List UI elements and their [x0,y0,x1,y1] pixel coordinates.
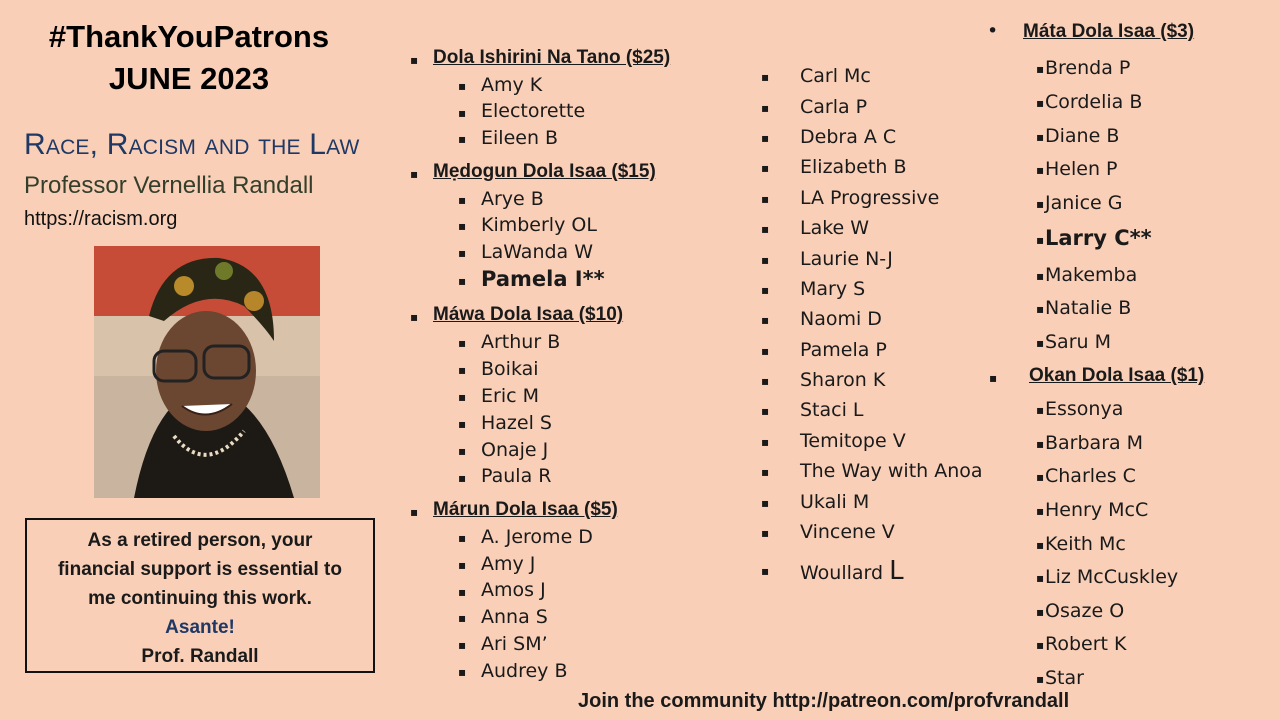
patron-name: Amy K [481,74,543,96]
tier-bullet: ▪ [989,371,998,385]
portrait-illustration [94,246,320,498]
patron-bullet: ▪ [761,283,770,297]
patron-name: Ukali M [800,491,870,513]
patron-name: Natalie B [1045,297,1132,319]
patron-bullet: ▪ [761,70,770,84]
patron-bullet: ▪ [458,444,467,458]
tier-bullet: ▪ [410,53,419,67]
patron-initial-large: L [889,556,904,586]
tier-15-heading: Mẹdogun Dola Isaa ($15) [433,161,656,182]
patron-bullet: ▪ [1036,197,1045,211]
patron-name: Eileen B [481,127,559,149]
patron-bullet: ▪ [761,344,770,358]
patron-name: Carla P [800,96,868,118]
patron-bullet: ▪ [761,222,770,236]
patron-bullet: ▪ [761,404,770,418]
patron-bullet: ▪ [458,79,467,93]
patron-name: Paula R [481,465,552,487]
patron-bullet: ▪ [1036,638,1045,652]
tier-bullet: • [987,20,999,42]
patron-bullet: ▪ [1036,571,1045,585]
patron-bullet: ▪ [1036,163,1045,177]
patron-bullet: ▪ [1036,605,1045,619]
patron-name: Temitope V [800,430,906,452]
portrait-photo [94,246,320,498]
patron-name: Laurie N-J [800,248,893,270]
patron-bullet: ▪ [1036,62,1045,76]
note-thanks: Asante! [165,617,235,638]
patron-name: The Way with Anoa [800,460,983,482]
patron-name: Kimberly OL [481,214,597,236]
patron-bullet: ▪ [761,131,770,145]
patron-name: LA Progressive [800,187,940,209]
tier-1-heading: Okan Dola Isaa ($1) [1029,365,1205,386]
patron-bullet: ▪ [1036,470,1045,484]
patron-bullet: ▪ [1036,336,1045,350]
patron-name: Essonya [1045,398,1124,420]
patron-bullet: ▪ [761,161,770,175]
patron-name: Hazel S [481,412,552,434]
patron-name: Diane B [1045,125,1120,147]
hashtag-title: #ThankYouPatrons [48,19,330,54]
patron-bullet: ▪ [761,101,770,115]
patron-bullet: ▪ [458,390,467,404]
patron-bullet: ▪ [761,374,770,388]
patron-name: Helen P [1045,158,1118,180]
patron-bullet: ▪ [458,638,467,652]
patron-name: Vincene V [800,521,895,543]
patron-name: Sharon K [800,369,886,391]
patron-name: Cordelia B [1045,91,1143,113]
patron-bullet: ▪ [458,471,467,485]
month-title: JUNE 2023 [108,61,270,96]
join-community-link[interactable]: Join the community http://patreon.com/profvrandall [578,690,1070,712]
patron-name-part: Woullard [800,562,890,584]
note-line-3: me continuing this work. [88,588,312,609]
patron-name: Lake W [800,217,870,239]
patron-bullet: ▪ [1036,130,1045,144]
patron-name: Onaje J [481,439,549,461]
patron-name: Arthur B [481,331,561,353]
patron-name: Mary S [800,278,866,300]
patron-name: Boikai [481,358,539,380]
patron-bullet: ▪ [458,558,467,572]
patron-name: Makemba [1045,264,1138,286]
patron-bullet: ▪ [1036,96,1045,110]
tier-bullet: ▪ [410,310,419,324]
patron-name: Charles C [1045,465,1136,487]
note-line-1: As a retired person, your [87,530,313,551]
patron-bullet: ▪ [458,611,467,625]
patron-bullet: ▪ [1036,269,1045,283]
patron-name: Electorette [481,100,586,122]
patron-name: Staci L [800,399,864,421]
tier-3-heading: Máta Dola Isaa ($3) [1023,21,1195,42]
tier-bullet: ▪ [410,505,419,519]
patron-name: Arye B [481,188,544,210]
patron-bullet: ▪ [458,132,467,146]
patron-bullet: ▪ [1036,672,1045,686]
patron-name: Henry McC [1045,499,1149,521]
tier-25-heading: Dola Ishirini Na Tano ($25) [433,47,671,68]
patron-name: Janice G [1045,192,1123,214]
patron-name: Audrey B [481,660,568,682]
patron-name: Amos J [481,579,546,601]
patron-name: Ari SM’ [481,633,548,655]
patron-bullet: ▪ [761,253,770,267]
patron-bullet: ▪ [761,496,770,510]
patron-name: Liz McCuskley [1045,566,1179,588]
patron-bullet: ▪ [458,417,467,431]
patron-bullet: ▪ [458,193,467,207]
patron-bullet: ▪ [761,313,770,327]
patron-name: A. Jerome D [481,526,593,548]
patron-name: Carl Mc [800,65,871,87]
patron-bullet: ▪ [1036,233,1045,247]
patron-name: Osaze O [1045,600,1125,622]
patron-bullet: ▪ [761,192,770,206]
patron-name: Saru M [1045,331,1111,353]
patron-name: Naomi D [800,308,882,330]
note-signature: Prof. Randall [141,646,259,667]
patron-name [800,556,904,586]
patron-name: Anna S [481,606,548,628]
patron-bullet: ▪ [1036,437,1045,451]
patron-bullet: ▪ [458,274,467,288]
patron-name: Barbara M [1045,432,1144,454]
patron-name: Amy J [481,553,536,575]
patron-bullet: ▪ [761,465,770,479]
patron-bullet: ▪ [761,564,770,578]
patron-name: Star [1045,667,1084,689]
patron-name: Debra A C [800,126,897,148]
patron-name: LaWanda W [481,241,594,263]
professor-name: Professor Vernellia Randall [24,172,314,199]
patron-bullet: ▪ [458,363,467,377]
patron-name: Brenda P [1045,57,1131,79]
patron-bullet: ▪ [761,526,770,540]
patron-name: Keith Mc [1045,533,1126,555]
website-link[interactable]: https://racism.org [24,208,178,230]
note-line-2: financial support is essential to [57,559,342,580]
patron-name: Robert K [1045,633,1127,655]
patron-name: Eric M [481,385,539,407]
patron-name-highlight: Larry C** [1045,226,1152,250]
patron-bullet: ▪ [1036,538,1045,552]
patron-bullet: ▪ [1036,504,1045,518]
patron-bullet: ▪ [458,531,467,545]
patron-bullet: ▪ [761,435,770,449]
patron-name-highlight: Pamela I** [481,267,605,291]
patron-name: Pamela P [800,339,887,361]
patron-name: Elizabeth B [800,156,907,178]
patron-bullet: ▪ [458,585,467,599]
patron-bullet: ▪ [458,106,467,120]
patron-bullet: ▪ [1036,302,1045,316]
tier-10-heading: Máwa Dola Isaa ($10) [433,304,624,325]
patron-bullet: ▪ [458,336,467,350]
tier-5-heading: Márun Dola Isaa ($5) [433,499,618,520]
course-title: Race, Racism and the Law [24,128,360,161]
tier-bullet: ▪ [410,167,419,181]
patron-bullet: ▪ [458,665,467,679]
support-note [25,518,375,673]
patron-bullet: ▪ [458,246,467,260]
patron-bullet: ▪ [458,219,467,233]
patron-bullet: ▪ [1036,403,1045,417]
